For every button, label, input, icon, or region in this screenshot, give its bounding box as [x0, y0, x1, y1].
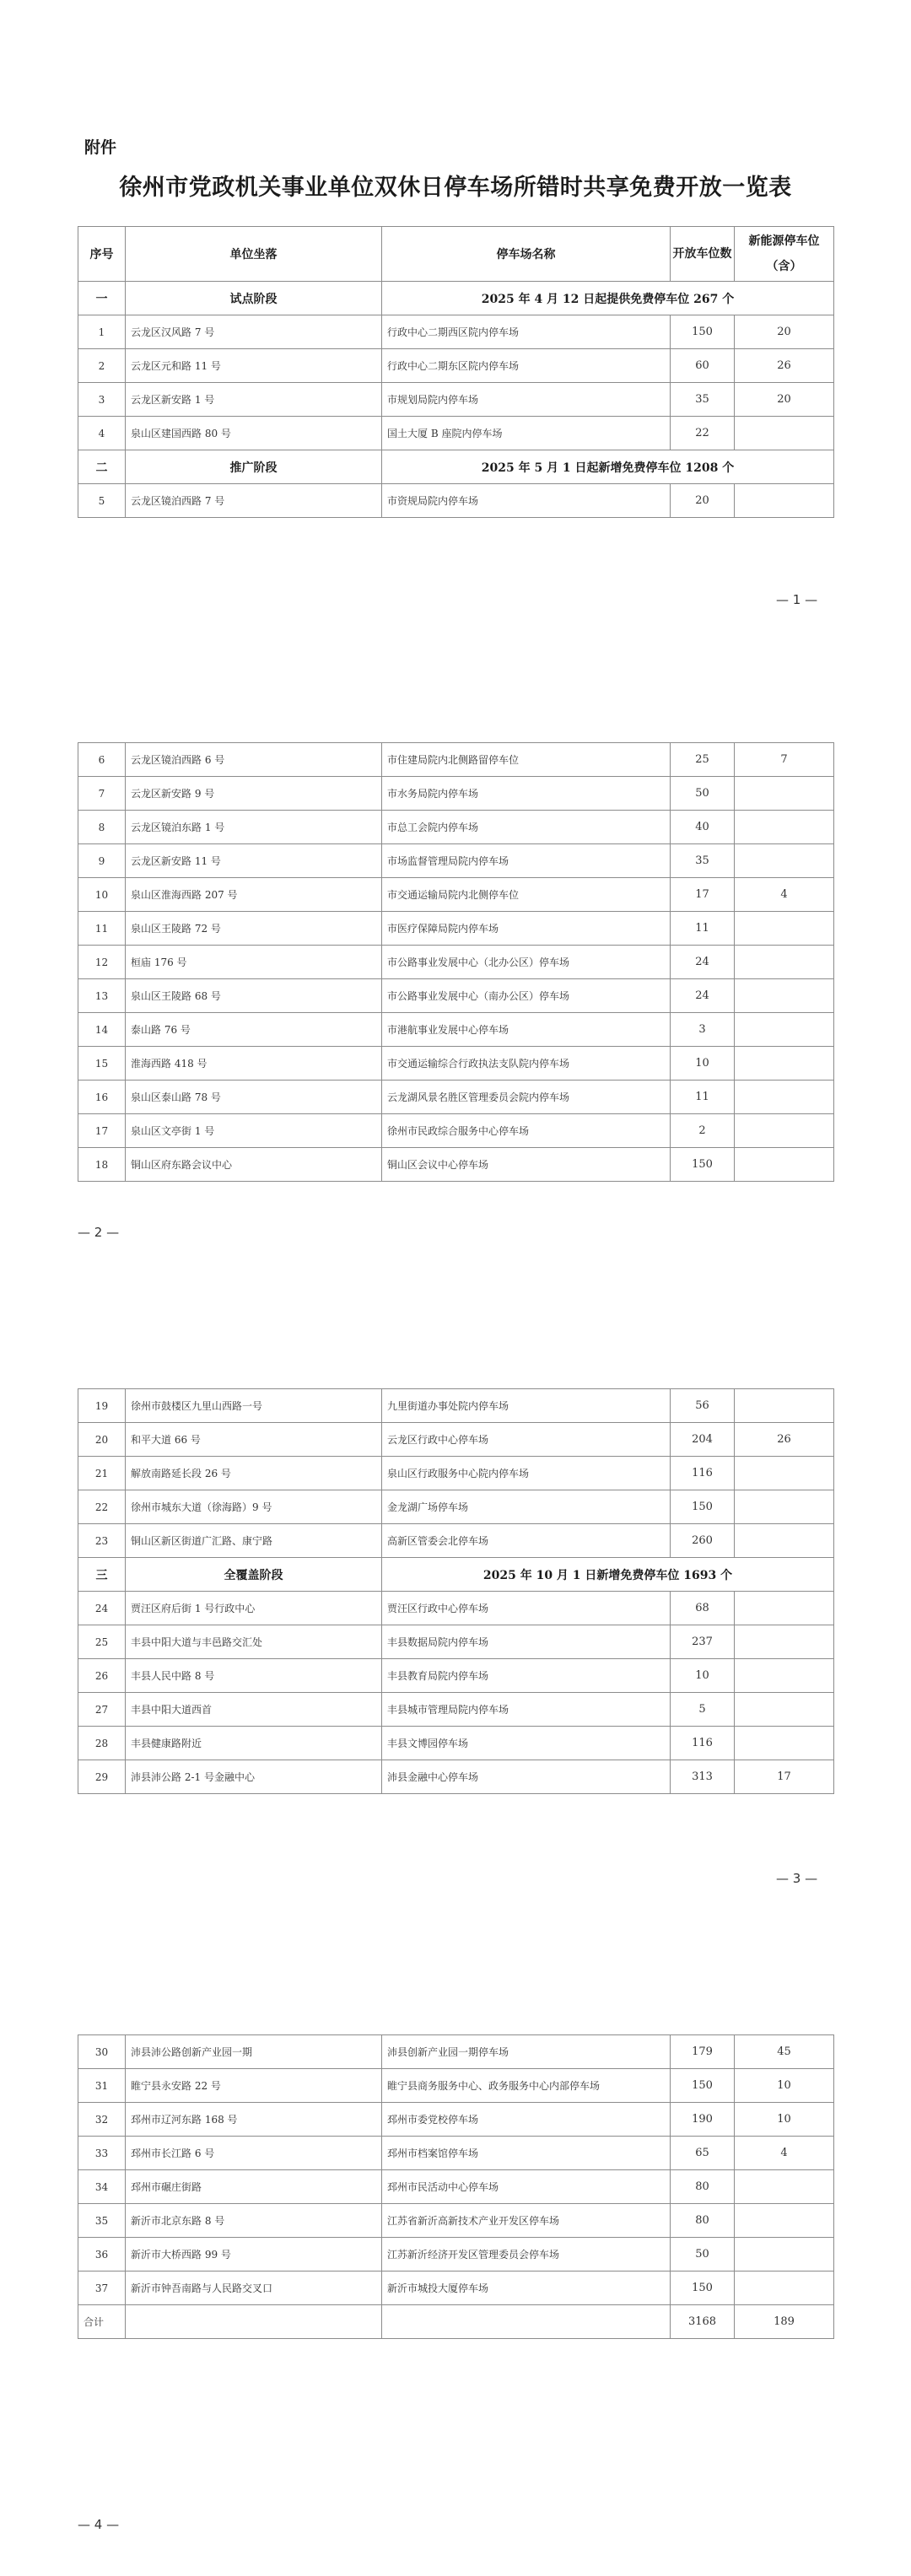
cell-spaces: 40 [671, 811, 735, 844]
cell-ev-spaces [735, 1148, 834, 1182]
cell-spaces: 56 [671, 1389, 735, 1423]
cell-parking-name: 市规划局院内停车场 [382, 383, 671, 417]
cell-unit-location: 丰县健康路附近 [126, 1727, 382, 1760]
cell-parking-name: 金龙湖广场停车场 [382, 1490, 671, 1524]
cell-parking-name: 江苏省新沂高新技术产业开发区停车场 [382, 2204, 671, 2238]
cell-seq: 合计 [78, 2305, 126, 2339]
cell-spaces: 150 [671, 2272, 735, 2305]
cell-ev-spaces [735, 912, 834, 946]
cell-spaces: 35 [671, 844, 735, 878]
cell-unit-location: 沛县沛公路 2-1 号金融中心 [126, 1760, 382, 1794]
cell-parking-name: 市交通运输综合行政执法支队院内停车场 [382, 1047, 671, 1081]
cell-ev-spaces [735, 811, 834, 844]
cell-seq: 23 [78, 1524, 126, 1558]
cell-unit-location: 泉山区淮海西路 207 号 [126, 878, 382, 912]
cell-seq: 14 [78, 1013, 126, 1047]
cell-spaces: 35 [671, 383, 735, 417]
table-row [78, 2204, 834, 2238]
cell-seq: 9 [78, 844, 126, 878]
cell-ev-spaces [735, 1625, 834, 1659]
cell-unit-location: 铜山区新区街道广汇路、康宁路 [126, 1524, 382, 1558]
phase-seq: 二 [78, 450, 126, 484]
cell-ev-spaces [735, 946, 834, 979]
phase-note: 2025 年 10 月 1 日新增免费停车位 1693 个 [382, 1558, 834, 1592]
table-row [78, 1013, 834, 1047]
table-row [78, 1148, 834, 1182]
cell-parking-name: 市水务局院内停车场 [382, 777, 671, 811]
table-row [78, 1114, 834, 1148]
cell-seq: 19 [78, 1389, 126, 1423]
table-row [78, 2272, 834, 2305]
cell-seq: 27 [78, 1693, 126, 1727]
phase-label: 全覆盖阶段 [126, 1558, 382, 1592]
cell-ev-spaces [735, 1047, 834, 1081]
cell-seq: 22 [78, 1490, 126, 1524]
header-parking-name: 停车场名称 [382, 227, 671, 282]
cell-spaces: 5 [671, 1693, 735, 1727]
cell-ev-spaces [735, 2238, 834, 2272]
cell-unit-location: 铜山区府东路会议中心 [126, 1148, 382, 1182]
cell-spaces: 260 [671, 1524, 735, 1558]
cell-ev-spaces: 26 [735, 349, 834, 383]
cell-seq: 30 [78, 2035, 126, 2069]
cell-parking-name: 行政中心二期西区院内停车场 [382, 315, 671, 349]
cell-parking-name: 市场监督管理局院内停车场 [382, 844, 671, 878]
cell-spaces: 150 [671, 1490, 735, 1524]
table-row [78, 1592, 834, 1625]
table-row [78, 2035, 834, 2069]
phase-row [78, 282, 834, 315]
cell-parking-name: 国土大厦 B 座院内停车场 [382, 417, 671, 450]
cell-spaces: 68 [671, 1592, 735, 1625]
cell-parking-name: 丰县教育局院内停车场 [382, 1659, 671, 1693]
cell-parking-name: 新沂市城投大厦停车场 [382, 2272, 671, 2305]
cell-parking-name: 泉山区行政服务中心院内停车场 [382, 1457, 671, 1490]
table-row [78, 1727, 834, 1760]
table-row [78, 743, 834, 777]
cell-parking-name: 市医疗保障局院内停车场 [382, 912, 671, 946]
table-row [78, 1081, 834, 1114]
cell-ev-spaces: 10 [735, 2103, 834, 2137]
cell-ev-spaces [735, 1693, 834, 1727]
cell-spaces: 116 [671, 1727, 735, 1760]
cell-spaces: 24 [671, 979, 735, 1013]
table-row [78, 1490, 834, 1524]
cell-seq: 1 [78, 315, 126, 349]
cell-parking-name: 丰县数据局院内停车场 [382, 1625, 671, 1659]
attachment-label: 附件 [84, 138, 117, 157]
cell-seq: 7 [78, 777, 126, 811]
cell-ev-spaces [735, 1592, 834, 1625]
header-seq: 序号 [78, 227, 126, 282]
page-number-4: — 4 — [78, 2517, 120, 2532]
cell-spaces: 11 [671, 1081, 735, 1114]
table-row [78, 844, 834, 878]
cell-parking-name: 市资规局院内停车场 [382, 484, 671, 518]
cell-ev-spaces: 10 [735, 2069, 834, 2103]
table-row [78, 417, 834, 450]
cell-seq: 25 [78, 1625, 126, 1659]
cell-seq: 28 [78, 1727, 126, 1760]
table-body-page-1 [78, 227, 834, 518]
cell-ev-spaces: 4 [735, 878, 834, 912]
phase-note: 2025 年 5 月 1 日起新增免费停车位 1208 个 [382, 450, 834, 484]
table-page-1 [78, 226, 834, 518]
cell-seq: 4 [78, 417, 126, 450]
total-row [78, 2305, 834, 2339]
cell-ev-spaces [735, 1490, 834, 1524]
table-row [78, 2170, 834, 2204]
page-number-1: — 1 — [776, 592, 818, 607]
table-row [78, 979, 834, 1013]
cell-unit-location: 丰县中阳大道西首 [126, 1693, 382, 1727]
cell-unit-location: 云龙区镜泊西路 7 号 [126, 484, 382, 518]
cell-parking-name: 沛县创新产业园一期停车场 [382, 2035, 671, 2069]
cell-seq: 8 [78, 811, 126, 844]
cell-spaces: 116 [671, 1457, 735, 1490]
cell-spaces: 3 [671, 1013, 735, 1047]
table-row [78, 811, 834, 844]
cell-seq: 32 [78, 2103, 126, 2137]
table-row [78, 878, 834, 912]
cell-ev-spaces [735, 1727, 834, 1760]
cell-spaces: 10 [671, 1659, 735, 1693]
cell-parking-name: 邳州市民活动中心停车场 [382, 2170, 671, 2204]
cell-spaces: 50 [671, 777, 735, 811]
cell-seq: 10 [78, 878, 126, 912]
cell-unit-location: 泉山区泰山路 78 号 [126, 1081, 382, 1114]
cell-seq: 3 [78, 383, 126, 417]
cell-ev-spaces: 20 [735, 315, 834, 349]
cell-parking-name: 高新区管委会北停车场 [382, 1524, 671, 1558]
table-header-row [78, 227, 834, 282]
cell-unit-location: 贾汪区府后街 1 号行政中心 [126, 1592, 382, 1625]
cell-ev-spaces [735, 1013, 834, 1047]
cell-spaces: 204 [671, 1423, 735, 1457]
cell-seq: 16 [78, 1081, 126, 1114]
cell-ev-spaces [735, 1081, 834, 1114]
cell-unit-location: 云龙区汉风路 7 号 [126, 315, 382, 349]
cell-unit-location: 新沂市北京东路 8 号 [126, 2204, 382, 2238]
cell-unit-location: 云龙区新安路 11 号 [126, 844, 382, 878]
cell-spaces: 150 [671, 315, 735, 349]
cell-ev-spaces [735, 979, 834, 1013]
cell-unit-location: 泉山区王陵路 68 号 [126, 979, 382, 1013]
page-number-2: — 2 — [78, 1225, 120, 1240]
cell-parking-name: 徐州市民政综合服务中心停车场 [382, 1114, 671, 1148]
table-page-2 [78, 742, 834, 1182]
cell-seq: 18 [78, 1148, 126, 1182]
table-row [78, 349, 834, 383]
cell-parking-name: 市港航事业发展中心停车场 [382, 1013, 671, 1047]
cell-ev-spaces [735, 2204, 834, 2238]
cell-parking-name [382, 2305, 671, 2339]
cell-seq: 12 [78, 946, 126, 979]
cell-ev-spaces [735, 484, 834, 518]
cell-unit-location: 云龙区新安路 1 号 [126, 383, 382, 417]
cell-parking-name: 贾汪区行政中心停车场 [382, 1592, 671, 1625]
header-unit-location: 单位坐落 [126, 227, 382, 282]
cell-spaces: 50 [671, 2238, 735, 2272]
table-row [78, 777, 834, 811]
table-row [78, 2137, 834, 2170]
cell-seq: 35 [78, 2204, 126, 2238]
cell-parking-name: 市公路事业发展中心（北办公区）停车场 [382, 946, 671, 979]
cell-parking-name: 市总工会院内停车场 [382, 811, 671, 844]
table-row [78, 484, 834, 518]
cell-parking-name: 邳州市档案馆停车场 [382, 2137, 671, 2170]
table-row [78, 946, 834, 979]
cell-spaces: 237 [671, 1625, 735, 1659]
cell-spaces: 3168 [671, 2305, 735, 2339]
cell-seq: 21 [78, 1457, 126, 1490]
cell-parking-name: 江苏新沂经济开发区管理委员会停车场 [382, 2238, 671, 2272]
table-row [78, 1693, 834, 1727]
cell-seq: 17 [78, 1114, 126, 1148]
cell-spaces: 60 [671, 349, 735, 383]
cell-seq: 24 [78, 1592, 126, 1625]
table-row [78, 2238, 834, 2272]
cell-spaces: 11 [671, 912, 735, 946]
document-title: 徐州市党政机关事业单位双休日停车场所错时共享免费开放一览表 [119, 175, 792, 201]
cell-spaces: 17 [671, 878, 735, 912]
cell-unit-location: 泰山路 76 号 [126, 1013, 382, 1047]
table-row [78, 2069, 834, 2103]
cell-unit-location: 邳州市碾庄街路 [126, 2170, 382, 2204]
table-body-page-2 [78, 743, 834, 1182]
cell-spaces: 10 [671, 1047, 735, 1081]
cell-seq: 2 [78, 349, 126, 383]
table-page-3 [78, 1388, 834, 1794]
cell-parking-name: 丰县城市管理局院内停车场 [382, 1693, 671, 1727]
cell-ev-spaces [735, 1524, 834, 1558]
cell-seq: 13 [78, 979, 126, 1013]
cell-seq: 20 [78, 1423, 126, 1457]
cell-spaces: 150 [671, 2069, 735, 2103]
phase-row [78, 450, 834, 484]
cell-seq: 11 [78, 912, 126, 946]
cell-spaces: 24 [671, 946, 735, 979]
cell-ev-spaces [735, 1659, 834, 1693]
cell-unit-location: 泉山区文亭街 1 号 [126, 1114, 382, 1148]
cell-unit-location: 云龙区镜泊东路 1 号 [126, 811, 382, 844]
cell-ev-spaces [735, 1389, 834, 1423]
table-row [78, 1389, 834, 1423]
table-row [78, 1047, 834, 1081]
table-row [78, 2103, 834, 2137]
table-row [78, 1457, 834, 1490]
phase-note: 2025 年 4 月 12 日起提供免费停车位 267 个 [382, 282, 834, 315]
cell-unit-location: 云龙区镜泊西路 6 号 [126, 743, 382, 777]
phase-seq: 一 [78, 282, 126, 315]
cell-spaces: 80 [671, 2204, 735, 2238]
cell-unit-location: 邳州市辽河东路 168 号 [126, 2103, 382, 2137]
cell-unit-location: 解放南路延长段 26 号 [126, 1457, 382, 1490]
cell-unit-location: 邳州市长江路 6 号 [126, 2137, 382, 2170]
cell-seq: 15 [78, 1047, 126, 1081]
cell-ev-spaces: 20 [735, 383, 834, 417]
table-body-page-3 [78, 1389, 834, 1794]
cell-parking-name: 邳州市委党校停车场 [382, 2103, 671, 2137]
cell-unit-location: 淮海西路 418 号 [126, 1047, 382, 1081]
cell-seq: 6 [78, 743, 126, 777]
cell-unit-location: 睢宁县永安路 22 号 [126, 2069, 382, 2103]
cell-spaces: 22 [671, 417, 735, 450]
cell-unit-location: 泉山区王陵路 72 号 [126, 912, 382, 946]
header-ev-spaces: 新能源停车位（含） [735, 227, 834, 282]
phase-label: 推广阶段 [126, 450, 382, 484]
cell-spaces: 313 [671, 1760, 735, 1794]
cell-seq: 36 [78, 2238, 126, 2272]
cell-unit-location: 徐州市鼓楼区九里山西路一号 [126, 1389, 382, 1423]
cell-ev-spaces: 7 [735, 743, 834, 777]
cell-unit-location: 云龙区元和路 11 号 [126, 349, 382, 383]
cell-parking-name: 沛县金融中心停车场 [382, 1760, 671, 1794]
cell-seq: 29 [78, 1760, 126, 1794]
cell-ev-spaces [735, 1114, 834, 1148]
cell-ev-spaces [735, 777, 834, 811]
cell-ev-spaces: 45 [735, 2035, 834, 2069]
table-row [78, 1423, 834, 1457]
cell-unit-location: 沛县沛公路创新产业园一期 [126, 2035, 382, 2069]
cell-parking-name: 云龙湖风景名胜区管理委员会院内停车场 [382, 1081, 671, 1114]
phase-row [78, 1558, 834, 1592]
cell-seq: 34 [78, 2170, 126, 2204]
table-row [78, 912, 834, 946]
cell-seq: 31 [78, 2069, 126, 2103]
cell-seq: 37 [78, 2272, 126, 2305]
cell-unit-location: 丰县中阳大道与丰邑路交汇处 [126, 1625, 382, 1659]
cell-parking-name: 铜山区会议中心停车场 [382, 1148, 671, 1182]
cell-parking-name: 云龙区行政中心停车场 [382, 1423, 671, 1457]
table-row [78, 1524, 834, 1558]
cell-unit-location: 新沂市大桥西路 99 号 [126, 2238, 382, 2272]
cell-parking-name: 丰县文博园停车场 [382, 1727, 671, 1760]
cell-unit-location: 泉山区建国西路 80 号 [126, 417, 382, 450]
cell-parking-name: 睢宁县商务服务中心、政务服务中心内部停车场 [382, 2069, 671, 2103]
cell-parking-name: 市公路事业发展中心（南办公区）停车场 [382, 979, 671, 1013]
cell-ev-spaces: 26 [735, 1423, 834, 1457]
cell-ev-spaces [735, 2272, 834, 2305]
phase-seq: 三 [78, 1558, 126, 1592]
phase-label: 试点阶段 [126, 282, 382, 315]
cell-spaces: 2 [671, 1114, 735, 1148]
cell-unit-location: 云龙区新安路 9 号 [126, 777, 382, 811]
cell-spaces: 179 [671, 2035, 735, 2069]
cell-ev-spaces [735, 2170, 834, 2204]
cell-ev-spaces: 189 [735, 2305, 834, 2339]
cell-unit-location: 和平大道 66 号 [126, 1423, 382, 1457]
table-row [78, 383, 834, 417]
cell-unit-location: 丰县人民中路 8 号 [126, 1659, 382, 1693]
table-page-4 [78, 2034, 834, 2339]
cell-ev-spaces: 4 [735, 2137, 834, 2170]
cell-unit-location: 徐州市城东大道（徐海路）9 号 [126, 1490, 382, 1524]
cell-spaces: 80 [671, 2170, 735, 2204]
cell-spaces: 25 [671, 743, 735, 777]
cell-ev-spaces [735, 1457, 834, 1490]
header-spaces: 开放车位数 [671, 227, 735, 282]
table-row [78, 1659, 834, 1693]
cell-ev-spaces [735, 417, 834, 450]
cell-parking-name: 市交通运输局院内北侧停车位 [382, 878, 671, 912]
cell-seq: 33 [78, 2137, 126, 2170]
table-row [78, 1625, 834, 1659]
cell-spaces: 20 [671, 484, 735, 518]
cell-unit-location: 桓庙 176 号 [126, 946, 382, 979]
cell-spaces: 150 [671, 1148, 735, 1182]
cell-unit-location: 新沂市钟吾南路与人民路交叉口 [126, 2272, 382, 2305]
table-row [78, 1760, 834, 1794]
cell-spaces: 65 [671, 2137, 735, 2170]
page-number-3: — 3 — [776, 1871, 818, 1886]
table-row [78, 315, 834, 349]
cell-spaces: 190 [671, 2103, 735, 2137]
cell-parking-name: 市住建局院内北侧路留停车位 [382, 743, 671, 777]
cell-ev-spaces [735, 844, 834, 878]
cell-seq: 26 [78, 1659, 126, 1693]
cell-parking-name: 行政中心二期东区院内停车场 [382, 349, 671, 383]
cell-ev-spaces: 17 [735, 1760, 834, 1794]
cell-seq: 5 [78, 484, 126, 518]
table-body-page-4 [78, 2035, 834, 2339]
cell-unit-location [126, 2305, 382, 2339]
cell-parking-name: 九里街道办事处院内停车场 [382, 1389, 671, 1423]
